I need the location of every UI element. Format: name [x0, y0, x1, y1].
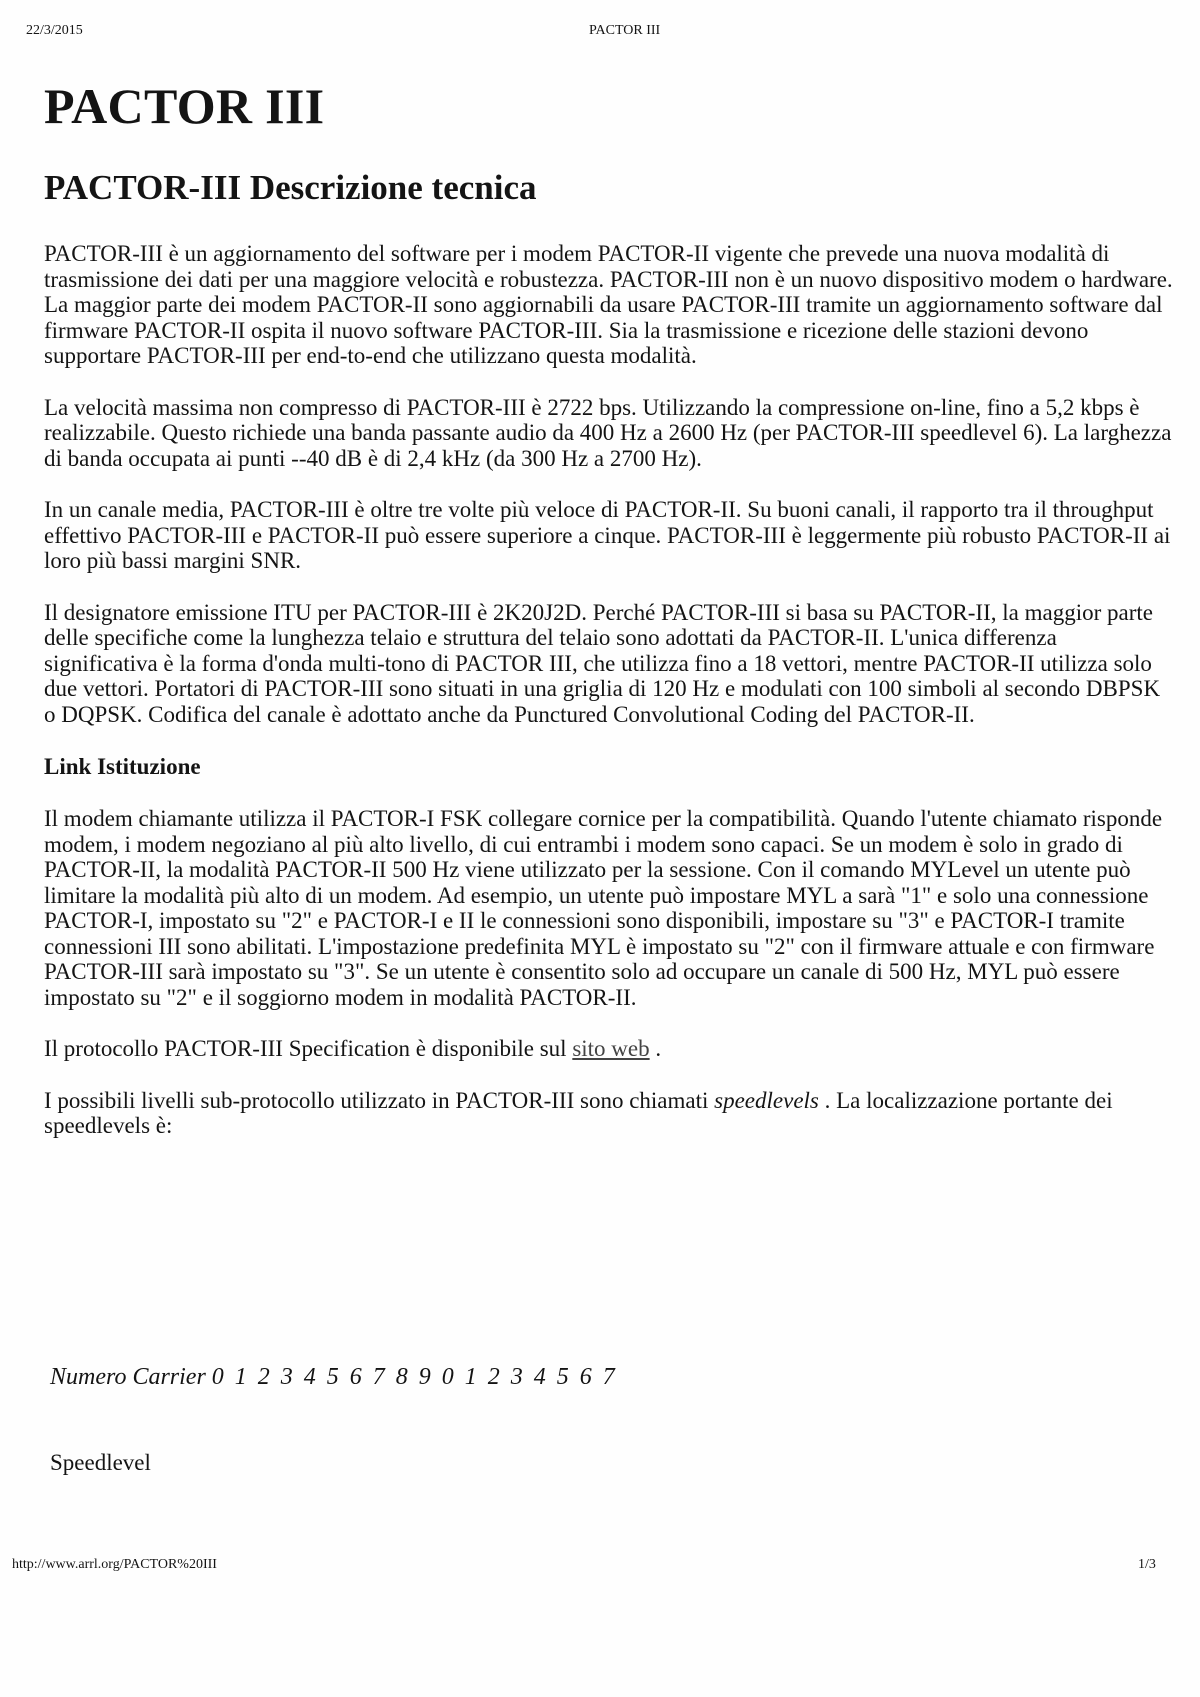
carrier-number: 1	[464, 1364, 477, 1390]
carrier-number: 5	[326, 1364, 339, 1390]
carrier-number: 0	[441, 1364, 454, 1390]
carrier-number: 8	[395, 1364, 408, 1390]
carrier-number-row	[50, 1364, 626, 1391]
header-title: PACTOR III	[589, 23, 661, 38]
carrier-number: 3	[510, 1364, 523, 1390]
carrier-number: 2	[257, 1364, 270, 1390]
paragraph-link-setup: Il modem chiamante utilizza il PACTOR-I FSK collegare cornice per la compatibilità. Quando l'utente chiamato risponde modem, i modem negoziano al più alto livello, di cui entrambi i modem sono capaci. Se un modem è solo in grado di PACTOR-II, la modalità PACTOR-II 500 Hz viene utilizzato per la sessione. Con il comando MYLevel un utente può limitare la modalità più alto di un modem. Ad esempio, un utente può impostare MYL a sarà "1" e solo una connessione PACTOR-I, impostato su "2" e PACTOR-I e II le connessioni sono disponibili, impostare su "3" e PACTOR-I tramite connessioni III sono abilitati. L'impostazione predefinita MYL è impostato su "2" con il firmware attuale e con firmware PACTOR-III sarà impostato su "3". Se un utente è consentito solo ad occupare un canale di 500 Hz, MYL può essere impostato su "2" e il soggiorno modem in modalità PACTOR-II.	[44, 806, 1163, 1010]
page-subtitle: PACTOR-III Descrizione tecnica	[44, 168, 537, 207]
paragraph-speed: La velocità massima non compresso di PACTOR-III è 2722 bps. Utilizzando la compressione on-line, fino a 5,2 kbps è realizzabile. Questo richiede una banda passante audio da 400 Hz a 2600 Hz (per PACTOR-III speedlevel 6). La larghezza di banda occupata ai punti --40 dB è di 2,4 kHz (da 300 Hz a 2700 Hz).	[44, 394, 1172, 471]
carrier-number: 4	[533, 1364, 546, 1390]
paragraph-emission: Il designatore emissione ITU per PACTOR-III è 2K20J2D. Perché PACTOR-III si basa su PACTOR-II, la maggior parte delle specifiche come la lunghezza telaio e struttura del telaio sono adottati da PACTOR-II. L'unica differenza significativa è la forma d'onda multi-tono di PACTOR III, che utilizza fino a 18 vettori, mentre PACTOR-II utilizza solo due vettori. Portatori di PACTOR-III sono situati in una griglia di 120 Hz e modulati con 100 simboli al secondo DBPSK o DQPSK. Codifica del canale è adottato anche da Punctured Convolutional Coding del PACTOR-II.	[44, 599, 1161, 727]
carrier-number: 7	[602, 1364, 615, 1390]
spec-link[interactable]: sito web	[572, 1036, 650, 1061]
speedlevel-label: Speedlevel	[50, 1450, 151, 1475]
carrier-number: 9	[418, 1364, 431, 1390]
carrier-number: 7	[372, 1364, 385, 1390]
paragraph-speedlevels	[44, 1088, 1174, 1139]
carrier-number: 0	[211, 1364, 224, 1390]
levels-text: I possibili livelli sub-protocollo utilizzato in PACTOR-III sono chiamati	[44, 1087, 709, 1113]
header-date: 22/3/2015	[26, 23, 83, 38]
footer-url: http://www.arrl.org/PACTOR%20III	[12, 1557, 217, 1572]
section-heading: Link Istituzione	[44, 754, 201, 779]
levels-italic-term: speedlevels	[714, 1087, 819, 1113]
paragraph-specification	[44, 1036, 1174, 1062]
carrier-number: 4	[303, 1364, 316, 1390]
main-content	[44, 76, 1174, 1139]
paragraph-intro: PACTOR-III è un aggiornamento del software per i modem PACTOR-II vigente che prevede una nuova modalità di trasmissione dei dati per una maggiore velocità e robustezza. PACTOR-III non è un nuovo dispositivo modem o hardware. La maggior parte dei modem PACTOR-II sono aggiornabili da usare PACTOR-III tramite un aggiornamento software dal firmware PACTOR-II ospita il nuovo software PACTOR-III. Sia la trasmissione e ricezione delle stazioni devono supportare PACTOR-III per end-to-end che utilizzano questa modalità.	[44, 241, 1173, 368]
page-title: PACTOR III	[44, 78, 325, 134]
spec-text-end: .	[655, 1036, 662, 1061]
carrier-number: 6	[579, 1364, 592, 1390]
carrier-number: 1	[234, 1364, 247, 1390]
paragraph-channel: In un canale media, PACTOR-III è oltre tre volte più veloce di PACTOR-II. Su buoni canali, il rapporto tra il throughput effettivo PACTOR-III e PACTOR-II può essere superiore a cinque. PACTOR-III è leggermente più robusto PACTOR-II ai loro più bassi margini SNR.	[44, 497, 1171, 573]
carrier-numbers	[212, 1364, 626, 1390]
carrier-number: 3	[280, 1364, 293, 1390]
carrier-number: 2	[487, 1364, 500, 1390]
carrier-number: 5	[556, 1364, 569, 1390]
levels-text-end: . La localizzazione portante dei speedlevels è:	[44, 1087, 1113, 1138]
carrier-number: 6	[349, 1364, 362, 1390]
footer-page-number: 1/3	[1138, 1557, 1156, 1572]
spec-text: Il protocollo PACTOR-III Specification è disponibile sul	[44, 1036, 567, 1061]
carrier-label: Numero Carrier	[50, 1364, 206, 1390]
